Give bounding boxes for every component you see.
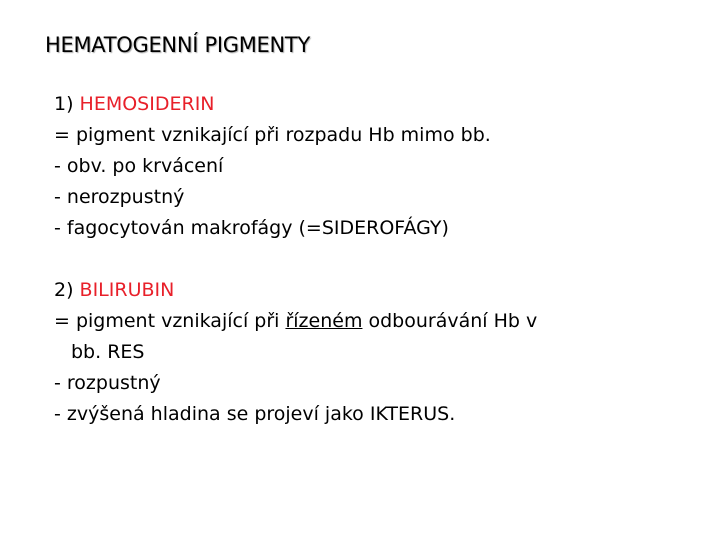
pigment-name: BILIRUBIN bbox=[79, 279, 175, 301]
definition-line: = pigment vznikající při rozpadu Hb mimo bb. bbox=[54, 124, 491, 146]
underlined-word: řízeném bbox=[285, 310, 363, 332]
section-bilirubin bbox=[54, 275, 537, 430]
section-number: 2) bbox=[54, 279, 80, 301]
section-number: 1) bbox=[54, 93, 80, 115]
definition-text: odbourávání Hb v bbox=[362, 310, 538, 332]
definition-line bbox=[54, 306, 537, 337]
definition-text: = pigment vznikající při bbox=[54, 310, 286, 332]
pigment-name: HEMOSIDERIN bbox=[79, 93, 215, 115]
bullet-point: - rozpustný bbox=[54, 372, 161, 394]
bullet-point: - obv. po krvácení bbox=[54, 155, 224, 177]
section-heading bbox=[54, 275, 537, 306]
section-hemosiderin bbox=[54, 89, 491, 244]
slide-title: HEMATOGENNÍ PIGMENTY bbox=[45, 33, 310, 57]
definition-continuation: bb. RES bbox=[71, 341, 145, 363]
bullet-point: - nerozpustný bbox=[54, 186, 185, 208]
bullet-point: - zvýšená hladina se projeví jako IKTERUS. bbox=[54, 403, 456, 425]
bullet-point: - fagocytován makrofágy (=SIDEROFÁGY) bbox=[54, 217, 449, 239]
section-heading bbox=[54, 89, 491, 120]
